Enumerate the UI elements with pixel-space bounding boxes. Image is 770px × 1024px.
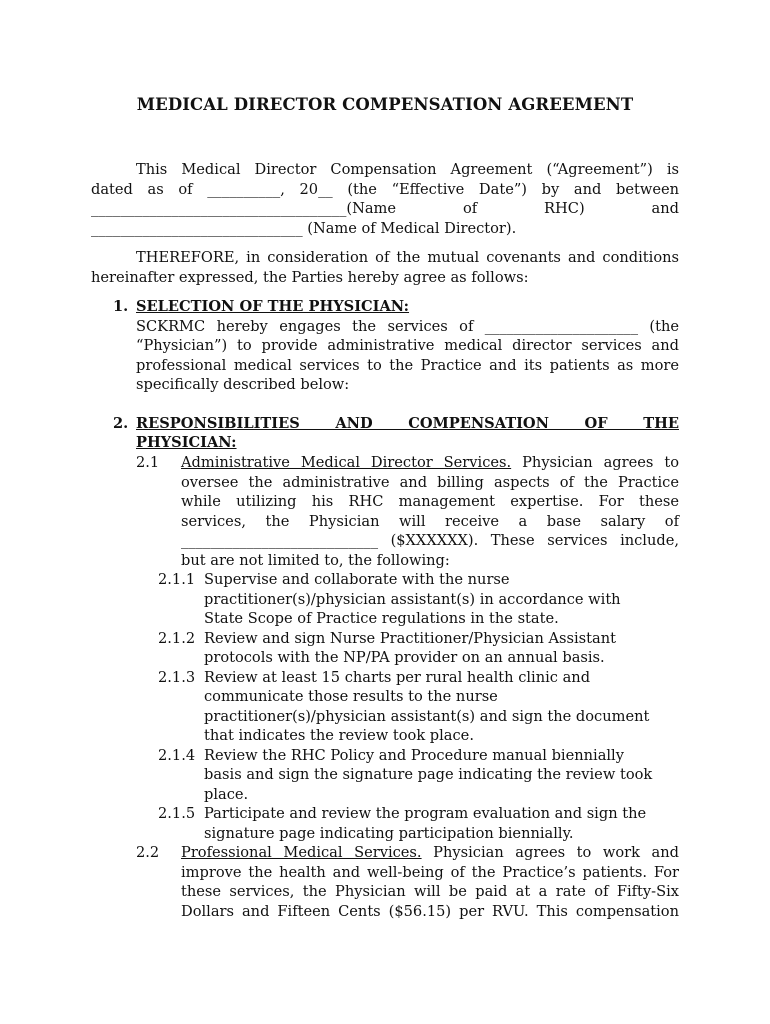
section-2-heading-line-1: RESPONSIBILITIES AND COMPENSATION OF THE [136,415,679,432]
section-1-heading: SELECTION OF THE PHYSICIAN: [136,298,410,315]
item-2-1-1-line-1: Supervise and collaborate with the nurse [204,571,510,588]
item-2-1-5-number: 2.1.5 [158,805,196,822]
subsection-2-2-line-1 [181,843,679,863]
section-2-number: 2. [113,415,129,432]
item-2-1-3-line-2: communicate those results to the nurse [204,688,498,705]
subsection-2-1-title: Administrative Medical Director Services. [181,454,512,471]
section-1-line-4: specifically described below: [136,376,350,393]
intro-line-4: _____________________________ (Name of Medical Director). [91,220,517,237]
therefore-line-1: THEREFORE, in consideration of the mutual covenants and conditions [136,249,679,266]
subsection-2-2-line-3: these services, the Physician will be paid at a rate of Fifty-Six [181,883,679,900]
subsection-2-1-number: 2.1 [136,454,160,471]
document-title: MEDICAL DIRECTOR COMPENSATION AGREEMENT [136,95,634,114]
intro-line-2: dated as of __________, 20__ (the “Effective Date”) by and between [91,181,679,198]
therefore-line-2: hereinafter expressed, the Parties hereby agree as follows: [91,269,529,286]
subsection-2-1-line-1 [181,453,679,473]
intro-line-1: This Medical Director Compensation Agreement (“Agreement”) is [136,161,679,178]
item-2-1-2-line-1: Review and sign Nurse Practitioner/Physician Assistant [204,630,616,647]
item-2-1-2-number: 2.1.2 [158,630,196,647]
item-2-1-3-line-3: practitioner(s)/physician assistant(s) and sign the document [204,708,650,725]
section-1-line-2: “Physician”) to provide administrative medical director services and [136,337,679,354]
item-2-1-4-line-2: basis and sign the signature page indicating the review took [204,766,653,783]
subsection-2-2-line-1-text: Physician agrees to work and [421,844,679,861]
item-2-1-5-line-1: Participate and review the program evaluation and sign the [204,805,647,822]
item-2-1-3-number: 2.1.3 [158,669,196,686]
intro-line-3: ___________________________________(Name of RHC) and [91,200,679,217]
item-2-1-5-line-2: signature page indicating participation biennially. [204,825,574,842]
subsection-2-2-line-2: improve the health and well-being of the Practice’s patients. For [181,864,679,881]
item-2-1-3-line-4: that indicates the review took place. [204,727,474,744]
subsection-2-1-line-3: while utilizing his RHC management expertise. For these [181,493,679,510]
subsection-2-1-line-1-text: Physician agrees to [511,454,679,471]
section-1-line-1: SCKRMC hereby engages the services of _____________________ (the [136,318,679,335]
subsection-2-2-number: 2.2 [136,844,160,861]
section-2-heading-line-2: PHYSICIAN: [136,434,237,451]
subsection-2-1-line-5: ___________________________ ($XXXXXX). These services include, [181,532,679,549]
item-2-1-3-line-1: Review at least 15 charts per rural health clinic and [204,669,591,686]
item-2-1-1-line-3: State Scope of Practice regulations in the state. [204,610,559,627]
subsection-2-2-line-4: Dollars and Fifteen Cents ($56.15) per RVU. This compensation [181,903,679,920]
item-2-1-1-line-2: practitioner(s)/physician assistant(s) in accordance with [204,591,621,608]
subsection-2-1-line-4: services, the Physician will receive a base salary of [181,513,679,530]
item-2-1-4-line-1: Review the RHC Policy and Procedure manual biennially [204,747,624,764]
item-2-1-1-number: 2.1.1 [158,571,196,588]
item-2-1-4-line-3: place. [204,786,249,803]
subsection-2-2-title: Professional Medical Services. [181,844,422,861]
section-1-number: 1. [113,298,129,315]
subsection-2-1-line-2: oversee the administrative and billing aspects of the Practice [181,474,679,491]
subsection-2-1-line-6: but are not limited to, the following: [181,552,450,569]
item-2-1-4-number: 2.1.4 [158,747,196,764]
item-2-1-2-line-2: protocols with the NP/PA provider on an annual basis. [204,649,605,666]
section-1-line-3: professional medical services to the Practice and its patients as more [136,357,679,374]
